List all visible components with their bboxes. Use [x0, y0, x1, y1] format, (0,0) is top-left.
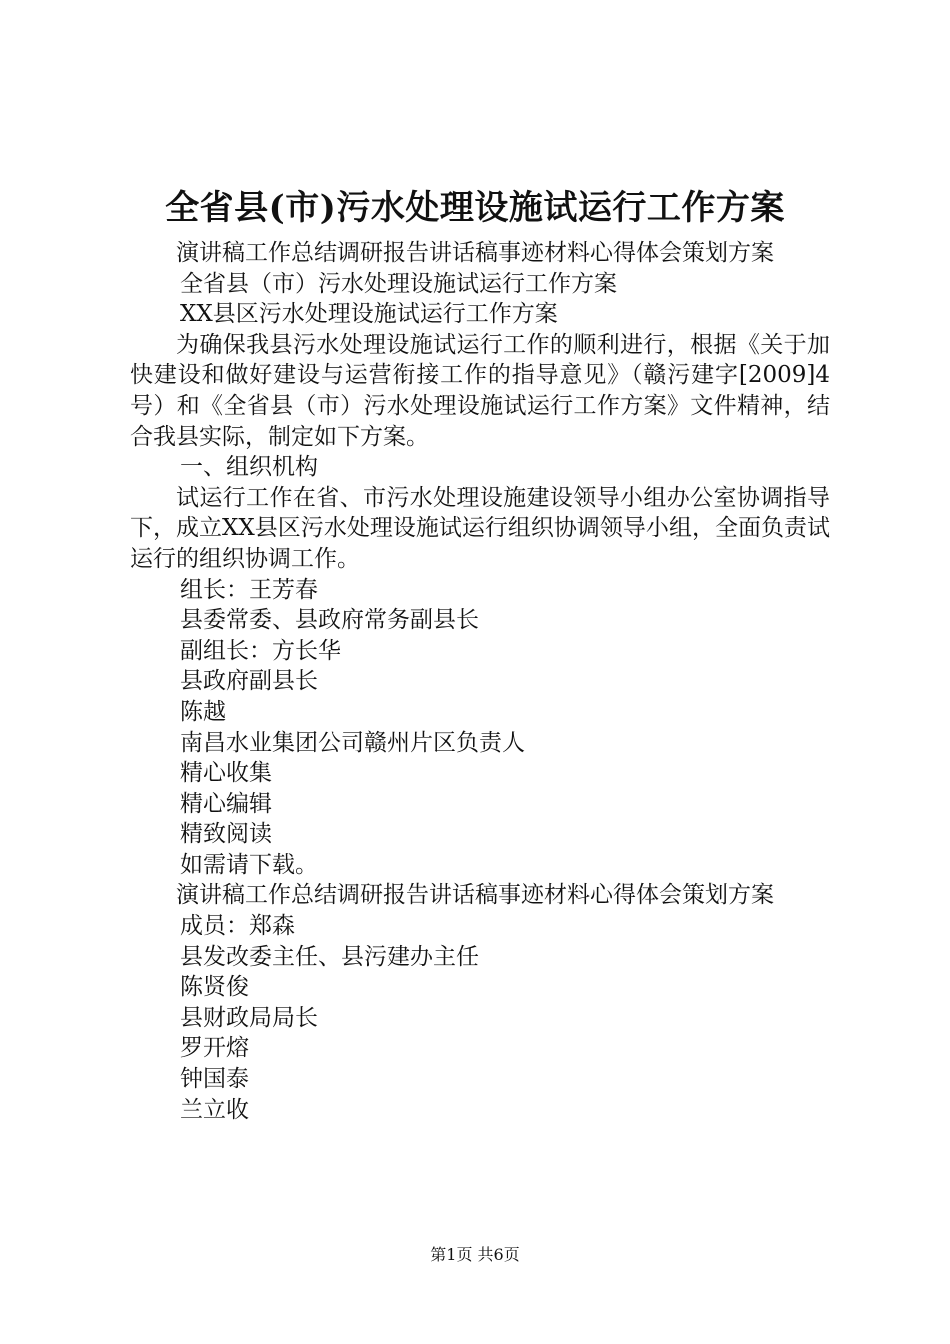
- list-item: 组长：王芳春: [180, 576, 318, 603]
- list-item: 县财政局局长: [180, 1004, 318, 1031]
- list-item: 陈越: [180, 698, 226, 725]
- page-title: 全省县(市)污水处理设施试运行工作方案: [165, 188, 785, 228]
- section-paragraph: 试运行工作在省、市污水处理设施建设领导小组办公室协调指导下，成立XX县区污水处理设施试运行组织协调领导小组，全面负责试运行的组织协调工作。: [130, 484, 830, 572]
- list-item: 兰立收: [180, 1096, 249, 1123]
- page-number: 第1页 共6页: [430, 1245, 520, 1264]
- header-keywords: 演讲稿工作总结调研报告讲话稿事迹材料心得体会策划方案: [176, 240, 774, 266]
- list-item: 精心编辑: [180, 790, 272, 817]
- list-item: 精心收集: [180, 760, 272, 787]
- list-item: 钟国泰: [180, 1066, 249, 1093]
- intro-paragraph: 为确保我县污水处理设施试运行工作的顺利进行，根据《关于加快建设和做好建设与运营衔接工作的指导意见》（赣污建字[2009]4号）和《全省县（市）污水处理设施试运行工作方案》文件精神，结合我县实际，制定如下方案。: [130, 331, 830, 450]
- list-item: 如需请下载。: [180, 851, 318, 878]
- list-item: 南昌水业集团公司赣州片区负责人: [180, 729, 525, 756]
- footer-keywords: 演讲稿工作总结调研报告讲话稿事迹材料心得体会策划方案: [176, 882, 774, 909]
- list-item: 县发改委主任、县污建办主任: [180, 943, 479, 970]
- list-item: 罗开熔: [180, 1035, 249, 1062]
- list-item: 县政府副县长: [180, 668, 318, 695]
- section-heading: 一、组织机构: [180, 454, 318, 481]
- document-body: [130, 238, 830, 1125]
- subtitle-2: XX县区污水处理设施试运行工作方案: [180, 301, 558, 328]
- list-item: 成员：郑森: [180, 913, 295, 940]
- list-item: 副组长：方长华: [180, 637, 341, 664]
- list-item: 陈贤俊: [180, 974, 249, 1001]
- subtitle-1: 全省县（市）污水处理设施试运行工作方案: [180, 270, 617, 297]
- list-item: 精致阅读: [180, 821, 272, 848]
- list-item: 县委常委、县政府常务副县长: [180, 607, 479, 634]
